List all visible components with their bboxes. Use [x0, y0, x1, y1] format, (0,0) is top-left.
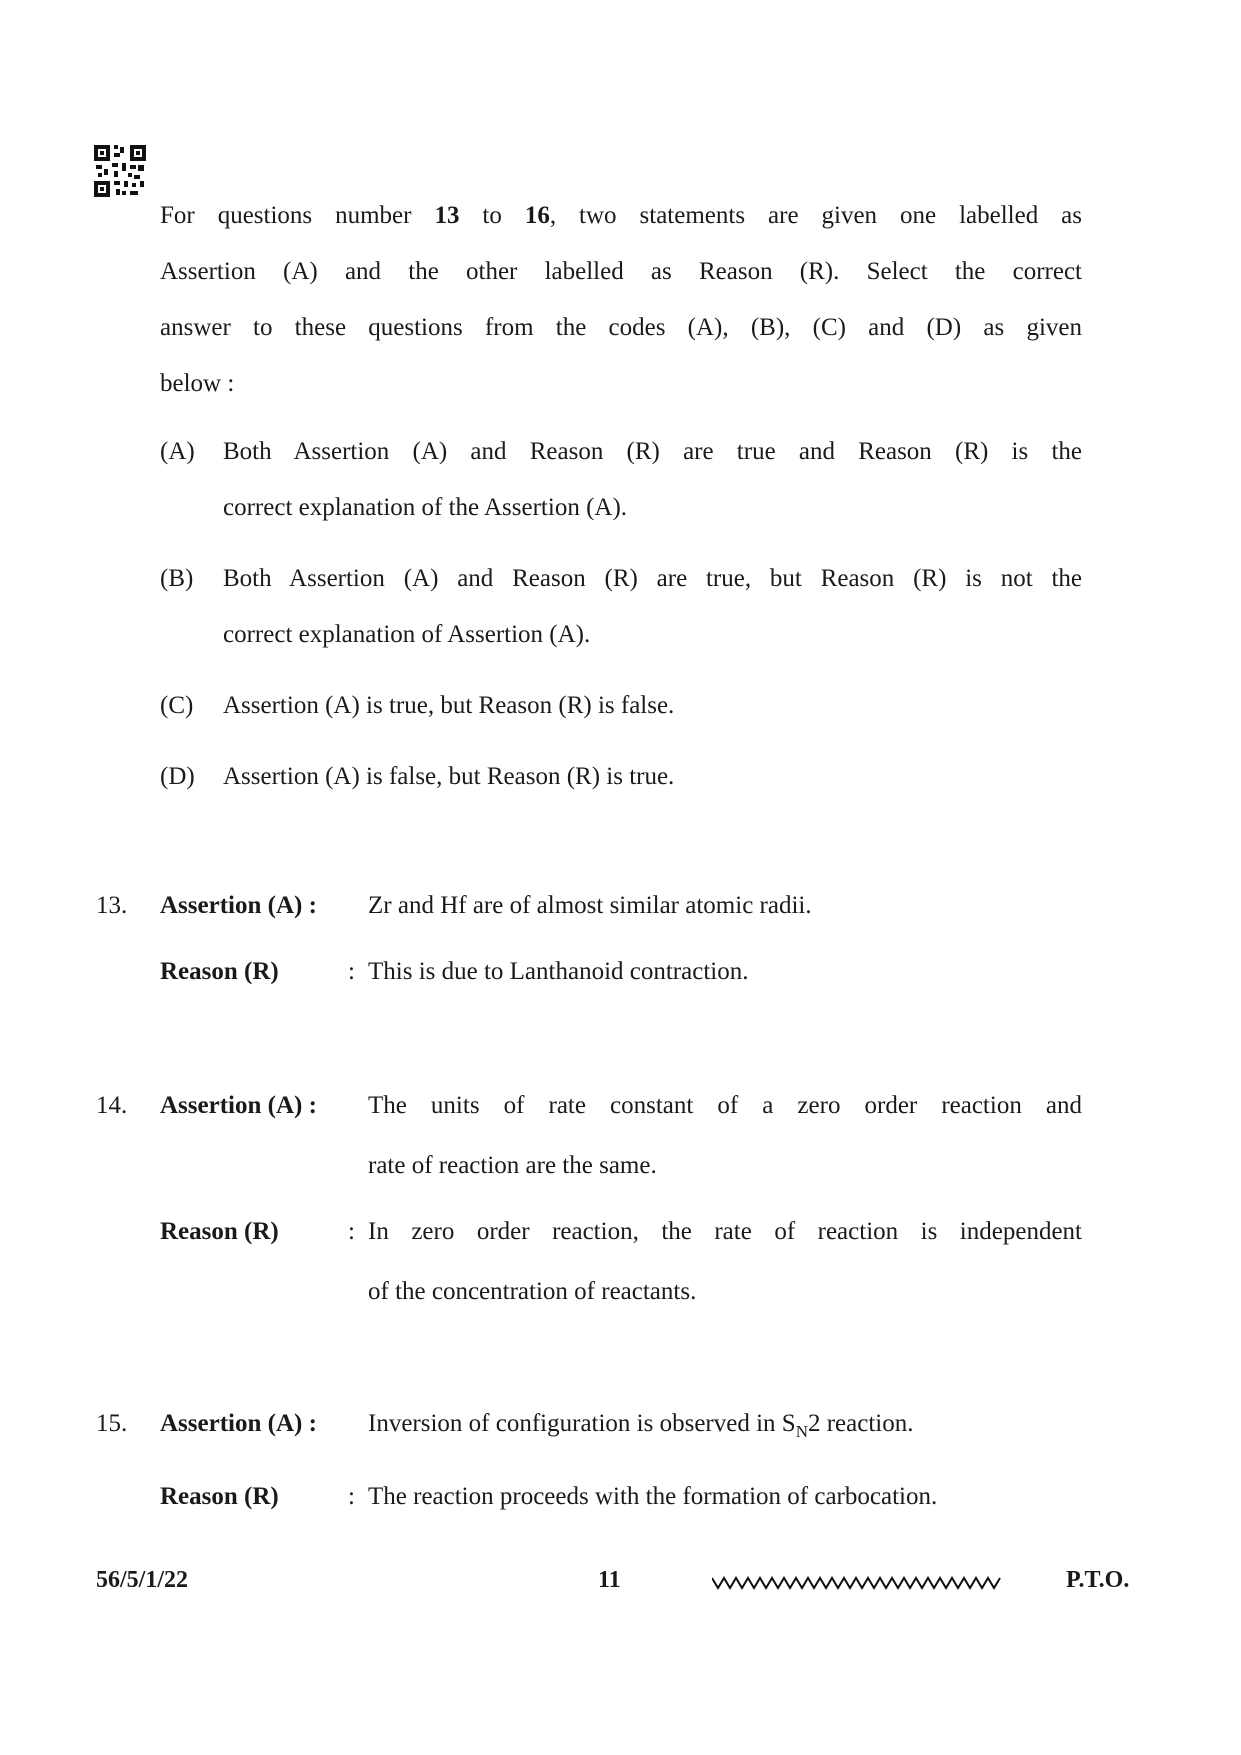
- question-range-start: 13: [434, 202, 460, 229]
- question-14-assertion-line-2: rate of reaction are the same.: [368, 1152, 657, 1179]
- please-turn-over: P.T.O.: [1066, 1567, 1130, 1593]
- question-15-number: 15.: [96, 1410, 128, 1437]
- instructions-line-1: [160, 188, 1082, 244]
- option-a-letter: (A): [160, 438, 195, 465]
- instructions-paragraph: [160, 188, 1082, 412]
- option-a-line-2: correct explanation of the Assertion (A).: [223, 494, 628, 521]
- question-15-assertion-post: 2 reaction.: [807, 1410, 914, 1437]
- question-14-number: 14.: [96, 1092, 128, 1119]
- question-14-assertion-text: [368, 1092, 1082, 1120]
- instructions-text: , two statements are given one labelled as: [549, 202, 1083, 229]
- option-a-text: [223, 438, 1082, 466]
- paper-code: 56/5/1/22: [96, 1567, 189, 1593]
- instructions-line-3: answer to these questions from the codes (A), (B), (C) and (D) as given: [160, 314, 1082, 341]
- question-15-reason-label: Reason (R): [160, 1483, 279, 1510]
- wavy-line-icon: [712, 1572, 1002, 1594]
- question-14-reason-text: [368, 1218, 1082, 1246]
- question-15-reason-colon: :: [348, 1483, 355, 1510]
- option-c-letter: (C): [160, 692, 194, 719]
- instructions-text: For questions number: [160, 202, 435, 229]
- option-a-line-1: Both Assertion (A) and Reason (R) are true and Reason (R) is the: [223, 438, 1082, 465]
- qr-code-icon: [94, 145, 146, 197]
- question-13-assertion-label: Assertion (A) :: [160, 892, 317, 919]
- option-b-text: [223, 565, 1082, 593]
- question-range-end: 16: [524, 202, 550, 229]
- question-15-assertion-text: [368, 1410, 914, 1442]
- question-13-assertion-text: Zr and Hf are of almost similar atomic radii.: [368, 892, 812, 919]
- question-13-reason-colon: :: [348, 958, 355, 985]
- question-14-reason-line-2: of the concentration of reactants.: [368, 1278, 697, 1305]
- page-number: 11: [598, 1567, 621, 1593]
- option-c-text: Assertion (A) is true, but Reason (R) is false.: [223, 692, 675, 719]
- question-14-reason-colon: :: [348, 1218, 355, 1245]
- question-15-assertion-pre: Inversion of configuration is observed in S: [368, 1410, 796, 1437]
- option-b-line-1: Both Assertion (A) and Reason (R) are true, but Reason (R) is not the: [223, 565, 1082, 592]
- question-14-reason-label: Reason (R): [160, 1218, 279, 1245]
- option-b-line-2: correct explanation of Assertion (A).: [223, 621, 591, 648]
- question-15-subscript: N: [795, 1422, 808, 1441]
- option-d-letter: (D): [160, 763, 195, 790]
- instructions-text: to: [459, 202, 525, 229]
- question-14-assertion-label: Assertion (A) :: [160, 1092, 317, 1119]
- instructions-line-4: below :: [160, 370, 235, 397]
- instructions-line-2: Assertion (A) and the other labelled as Reason (R). Select the correct: [160, 258, 1082, 285]
- question-14-reason-line-1: In zero order reaction, the rate of reaction is independent: [368, 1218, 1082, 1245]
- question-14-assertion-line-1: The units of rate constant of a zero order reaction and: [368, 1092, 1082, 1119]
- question-13-reason-label: Reason (R): [160, 958, 279, 985]
- question-13-reason-text: This is due to Lanthanoid contraction.: [368, 958, 749, 985]
- option-b-letter: (B): [160, 565, 194, 592]
- question-15-reason-text: The reaction proceeds with the formation of carbocation.: [368, 1483, 938, 1510]
- question-15-assertion-label: Assertion (A) :: [160, 1410, 317, 1437]
- option-d-text: Assertion (A) is false, but Reason (R) is true.: [223, 763, 675, 790]
- question-13-number: 13.: [96, 892, 128, 919]
